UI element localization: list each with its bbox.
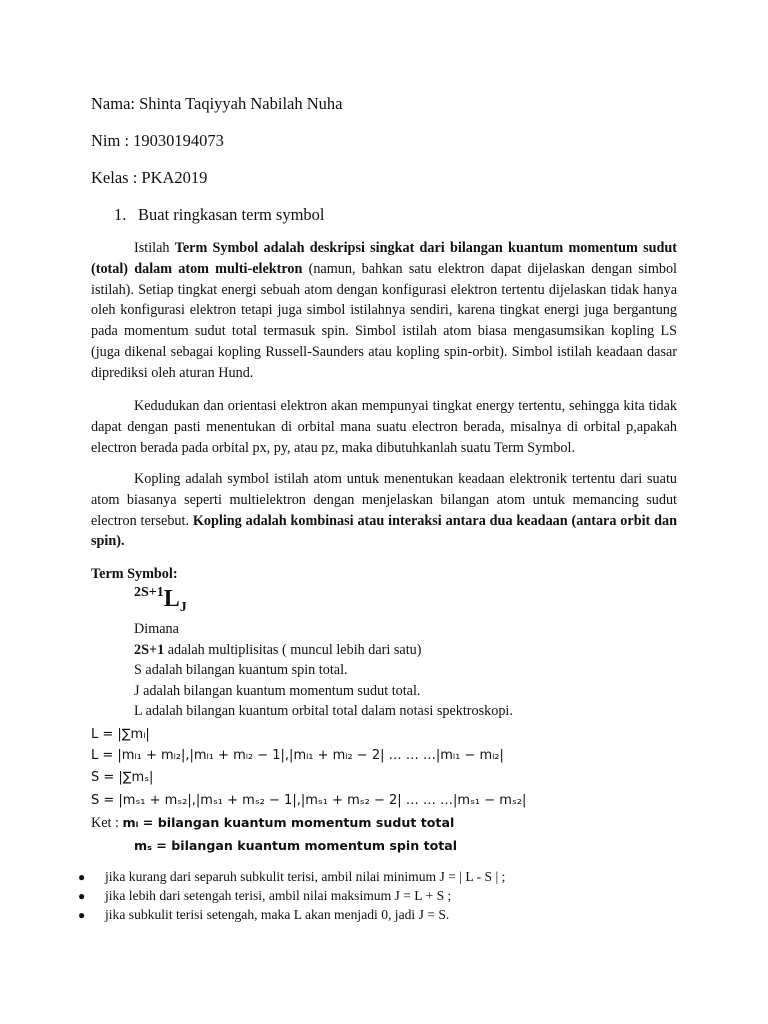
definition-l: L adalah bilangan kuantum orbital total dalam notasi spektroskopi. bbox=[134, 703, 513, 719]
term-symbol-superscript: 2S+1 bbox=[134, 585, 164, 600]
paragraph-term-symbol-definition bbox=[91, 238, 677, 384]
ket-label: Ket : bbox=[91, 815, 123, 831]
hund-rules-list bbox=[78, 867, 505, 924]
paragraph2-text: Kedudukan dan orientasi elektron akan mempunyai tingkat energy tertentu, sehingga kita tidak dapat dengan pasti menentukan di orbital mana suatu electron berada, misalnya di orbital p,apakah electron berada pada orbital px, py, atau pz, maka dibutuhkanlah suatu Term Symbol. bbox=[91, 398, 677, 456]
definition-multiplicity-text: adalah multiplisitas ( muncul lebih dari satu) bbox=[164, 642, 422, 658]
paragraph-electron-position bbox=[91, 396, 677, 458]
term-symbol-formula bbox=[134, 585, 187, 616]
bullet-icon: ● bbox=[78, 889, 86, 903]
list-item bbox=[78, 905, 505, 924]
student-name: Nama: Shinta Taqiyyah Nabilah Nuha bbox=[91, 94, 343, 113]
equation-s-values: S = |mₛ₁ + mₛ₂|,|mₛ₁ + mₛ₂ − 1|,|mₛ₁ + mₛ₂ − 2| … … …|mₛ₁ − mₛ₂| bbox=[91, 793, 527, 808]
list-item bbox=[78, 867, 505, 886]
list-item-text: jika kurang dari separuh subkulit terisi, ambil nilai minimum J = | L - S | ; bbox=[105, 869, 506, 884]
bullet-icon: ● bbox=[78, 870, 86, 884]
list-item bbox=[78, 886, 505, 905]
list-item-text: jika subkulit terisi setengah, maka L akan menjadi 0, jadi J = S. bbox=[105, 907, 450, 922]
equation-l-values: L = |mₗ₁ + mₗ₂|,|mₗ₁ + mₗ₂ − 1|,|mₗ₁ + mₗ₂ − 2| … … …|mₗ₁ − mₗ₂| bbox=[91, 748, 504, 763]
definition-s: S adalah bilangan kuantum spin total. bbox=[134, 662, 348, 678]
ket-ml-definition: mₗ = bilangan kuantum momentum sudut total bbox=[122, 815, 455, 830]
question-number: 1. bbox=[114, 205, 127, 224]
question-text: Buat ringkasan term symbol bbox=[138, 205, 325, 224]
paragraph1-rest: (namun, bahkan satu elektron dapat dijelaskan dengan simbol istilah). Setiap tingkat energi sebuah atom dengan konfigurasi elektron tertentu dijelaskan tidak hanya oleh konfigurasi elektron tetapi juga simbol istilahnya sendiri, karena tingkat energi juga bergantung pada momentum sudut total termasuk spin. Simbol istilah atom biasa mengasumsikan kopling LS (juga dikenal sebagai kopling Russell-Saunders atau kopling spin-orbit). Simbol istilah keadaan dasar diprediksi oleh aturan Hund. bbox=[91, 260, 677, 381]
paragraph3-bold: Kopling adalah kombinasi atau interaksi antara dua keadaan (antara orbit dan spin). bbox=[91, 512, 677, 550]
paragraph1-lead: Istilah bbox=[134, 240, 175, 256]
list-item-text: jika lebih dari setengah terisi, ambil nilai maksimum J = L + S ; bbox=[105, 888, 452, 903]
equation-l-sum: L = |∑mₗ| bbox=[91, 727, 150, 742]
equation-s-sum: S = |∑mₛ| bbox=[91, 770, 154, 785]
student-nim: Nim : 19030194073 bbox=[91, 131, 224, 150]
ket-ms-definition: mₛ = bilangan kuantum momentum spin total bbox=[134, 838, 458, 853]
bullet-icon: ● bbox=[78, 908, 86, 922]
paragraph1-bold: Term Symbol adalah deskripsi singkat dari bilangan kuantum momentum sudut (total) dalam atom multi-elektron bbox=[91, 240, 677, 277]
definition-multiplicity-bold: 2S+1 bbox=[134, 642, 165, 658]
paragraph-coupling bbox=[91, 469, 677, 552]
student-class: Kelas : PKA2019 bbox=[91, 168, 208, 187]
definition-dimana: Dimana bbox=[134, 621, 179, 637]
ket-note-line1 bbox=[91, 815, 454, 832]
term-symbol-subscript: J bbox=[179, 600, 187, 615]
ket-note-line2 bbox=[134, 837, 457, 855]
term-symbol-letter: L bbox=[163, 586, 180, 612]
question-heading bbox=[114, 205, 325, 225]
paragraph3-text: Kopling adalah symbol istilah atom untuk menentukan keadaan elektronik tertentu dari suatu atom biasanya seperti multielektron dengan menjelaskan bilangan atom untuk memancing sudut electron tersebut. bbox=[91, 471, 677, 529]
definition-multiplicity bbox=[134, 642, 421, 659]
definition-j: J adalah bilangan kuantum momentum sudut total. bbox=[134, 683, 421, 699]
term-symbol-title: Term Symbol: bbox=[91, 566, 178, 582]
